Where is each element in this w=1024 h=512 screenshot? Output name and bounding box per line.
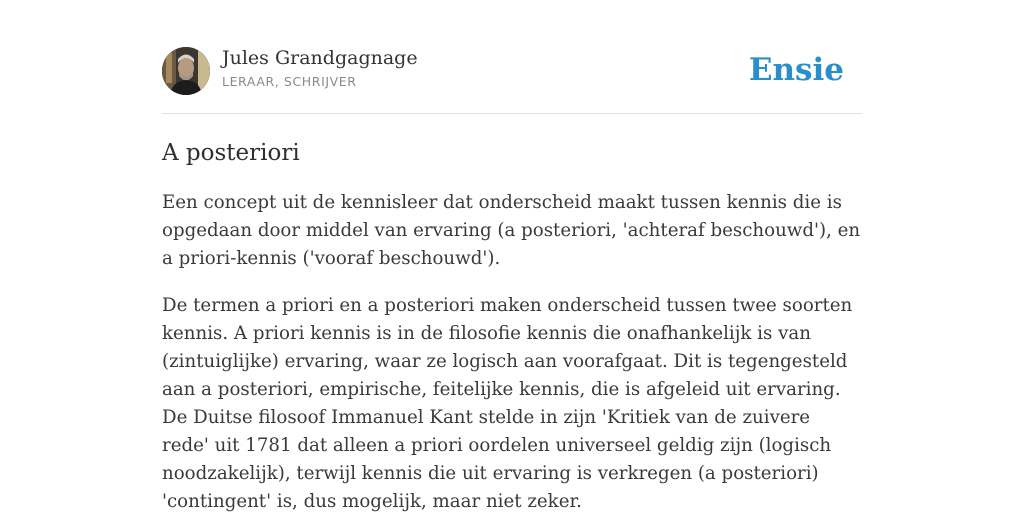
author-avatar[interactable] [162, 47, 210, 95]
header [162, 0, 862, 114]
author-name[interactable]: Jules Grandgagnage [222, 47, 418, 69]
article-paragraph-1: Een concept uit de kennisleer dat onderscheid maakt tussen kennis die is opgedaan door middel van ervaring (a posteriori, 'achteraf beschouwd'), en a priori-kennis ('vooraf beschouwd'). [162, 192, 861, 269]
content-container [162, 0, 862, 512]
article-title: A posteriori [162, 140, 300, 166]
brand-logo[interactable]: Ensie [748, 52, 844, 88]
author-role: LERAAR, SCHRIJVER [222, 74, 357, 89]
avatar-photo-icon [162, 47, 210, 95]
article-paragraph-2: De termen a priori en a posteriori maken onderscheid tussen twee soorten kennis. A priori kennis is in de filosofie kennis die onafhankelijk is van (zintuiglijke) ervaring, waar ze logisch aan voorafgaat. Dit is tegengesteld aan a posteriori, empirische, feitelijke kennis, die is afgeleid uit ervaring. De Duitse filosoof Immanuel Kant stelde in zijn 'Kritiek van de zuivere rede' uit 1781 dat alleen a priori oordelen universeel geldig zijn (logisch noodzakelijk), terwijl kennis die uit ervaring is verkregen (a posteriori) 'contingent' is, dus mogelijk, maar niet zeker. [162, 295, 853, 512]
